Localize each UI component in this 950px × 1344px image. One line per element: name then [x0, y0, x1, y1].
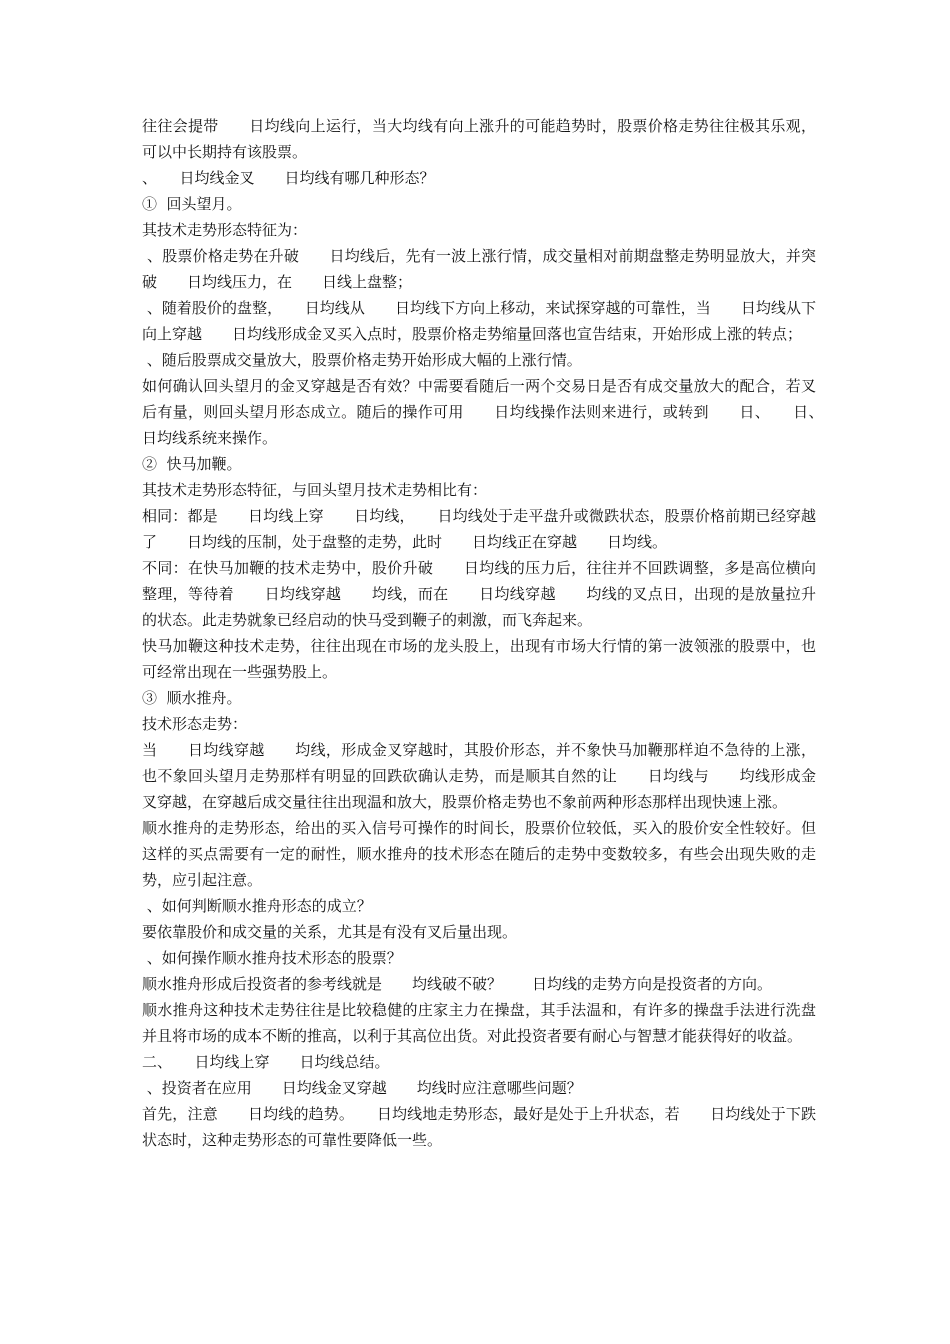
paragraph-feature-2: 、随着股价的盘整， 日均线从 日均线下方向上移动，来试探穿越的可靠性，当 日均线从下向上穿越 日均线形成金叉买入点时，股票价格走势缩量回落也宣告结束，开始形成上涨的转点；	[142, 299, 816, 343]
paragraph-feature-3: 、随后股票成交量放大，股票价格走势开始形成大幅的上涨行情。	[142, 351, 582, 369]
subheading-look-back-moon: ① 回头望月。	[142, 195, 242, 213]
question-attention: 、投资者在应用 日均线金叉穿越 均线时应注意哪些问题？	[142, 1079, 582, 1097]
paragraph-intro: 往往会提带 日均线向上运行，当大均线有向上涨升的可能趋势时，股票价格走势往往极其乐观，可以中长期持有该股票。	[142, 117, 816, 161]
question-operate: 、如何操作顺水推舟技术形态的股票？	[142, 949, 402, 967]
paragraph-compare-intro: 其技术走势形态特征，与回头望月技术走势相比有：	[142, 481, 488, 499]
paragraph-features-intro: 其技术走势形态特征为：	[142, 221, 308, 239]
paragraph-same: 相同：都是 日均线上穿 日均线， 日均线处于走平盘升或微跌状态，股票价格前期已经穿越了 日均线的压制，处于盘整的走势，此时 日均线正在穿越 日均线。	[142, 507, 816, 551]
paragraph-follow-current-desc: 当 日均线穿越 均线，形成金叉穿越时，其股价形态，并不象快马加鞭那样迫不急待的上涨，也不象回头望月走势那样有明显的回跌砍确认走势，而是顺其自然的让 日均线与 均线形成金叉穿越，在穿越后成交量往往出现温和放大，股票价格走势也不象前两种形态那样出现快速上涨。	[142, 741, 816, 811]
section-heading-summary: 二、 日均线上穿 日均线总结。	[142, 1053, 390, 1071]
section-heading-golden-cross: 、 日均线金叉 日均线有哪几种形态？	[142, 169, 435, 187]
answer-judge-form: 要依靠股价和成交量的关系，尤其是有没有叉后量出现。	[142, 923, 518, 941]
paragraph-first-note: 首先，注意 日均线的趋势。 日均线地走势形态，最好是处于上升状态，若 日均线处于下跌状态时，这种走势形态的可靠性要降低一些。	[142, 1105, 816, 1149]
paragraph-follow-current-summary: 顺水推舟这种技术走势往往是比较稳健的庄家主力在操盘，其手法温和，有许多的操盘手法进行洗盘并且将市场的成本不断的推高，以利于其高位出货。对此投资者要有耐心与智慧才能获得好的收益。	[142, 1001, 816, 1045]
subheading-follow-current: ③ 顺水推舟。	[142, 689, 242, 707]
document-body	[142, 113, 847, 1153]
question-judge-form: 、如何判断顺水推舟形态的成立？	[142, 897, 372, 915]
paragraph-different: 不同：在快马加鞭的技术走势中，股价升破 日均线的压力后，往往并不回跌调整，多是高位横向整理，等待着 日均线穿越 均线，而在 日均线穿越 均线的叉点日，出现的是放量拉升的状态。此走势就象已经启动的快马受到鞭子的刺激，而飞奔起来。	[142, 559, 816, 629]
paragraph-tech-form: 技术形态走势：	[142, 715, 248, 733]
subheading-whip-horse: ② 快马加鞭。	[142, 455, 242, 473]
paragraph-feature-1: 、股票价格走势在升破 日均线后，先有一波上涨行情，成交量相对前期盘整走势明显放大，并突破 日均线压力，在 日线上盘整；	[142, 247, 816, 291]
paragraph-follow-current-signal: 顺水推舟的走势形态，给出的买入信号可操作的时间长，股票价位较低，买入的股价安全性较好。但这样的买点需要有一定的耐性，顺水推舟的技术形态在随后的走势中变数较多，有些会出现失败的走势，应引起注意。	[142, 819, 816, 889]
paragraph-confirm: 如何确认回头望月的金叉穿越是否有效？中需要看随后一两个交易日是否有成交量放大的配合，若叉后有量，则回头望月形态成立。随后的操作可用 日均线操作法则来进行，或转到 日、 日、 日均线系统来操作。	[142, 377, 847, 447]
paragraph-whip-horse-summary: 快马加鞭这种技术走势，往往出现在市场的龙头股上，出现有市场大行情的第一波领涨的股票中，也可经常出现在一些强势股上。	[142, 637, 816, 681]
answer-operate: 顺水推舟形成后投资者的参考线就是 均线破不破？ 日均线的走势方向是投资者的方向。	[142, 975, 773, 993]
